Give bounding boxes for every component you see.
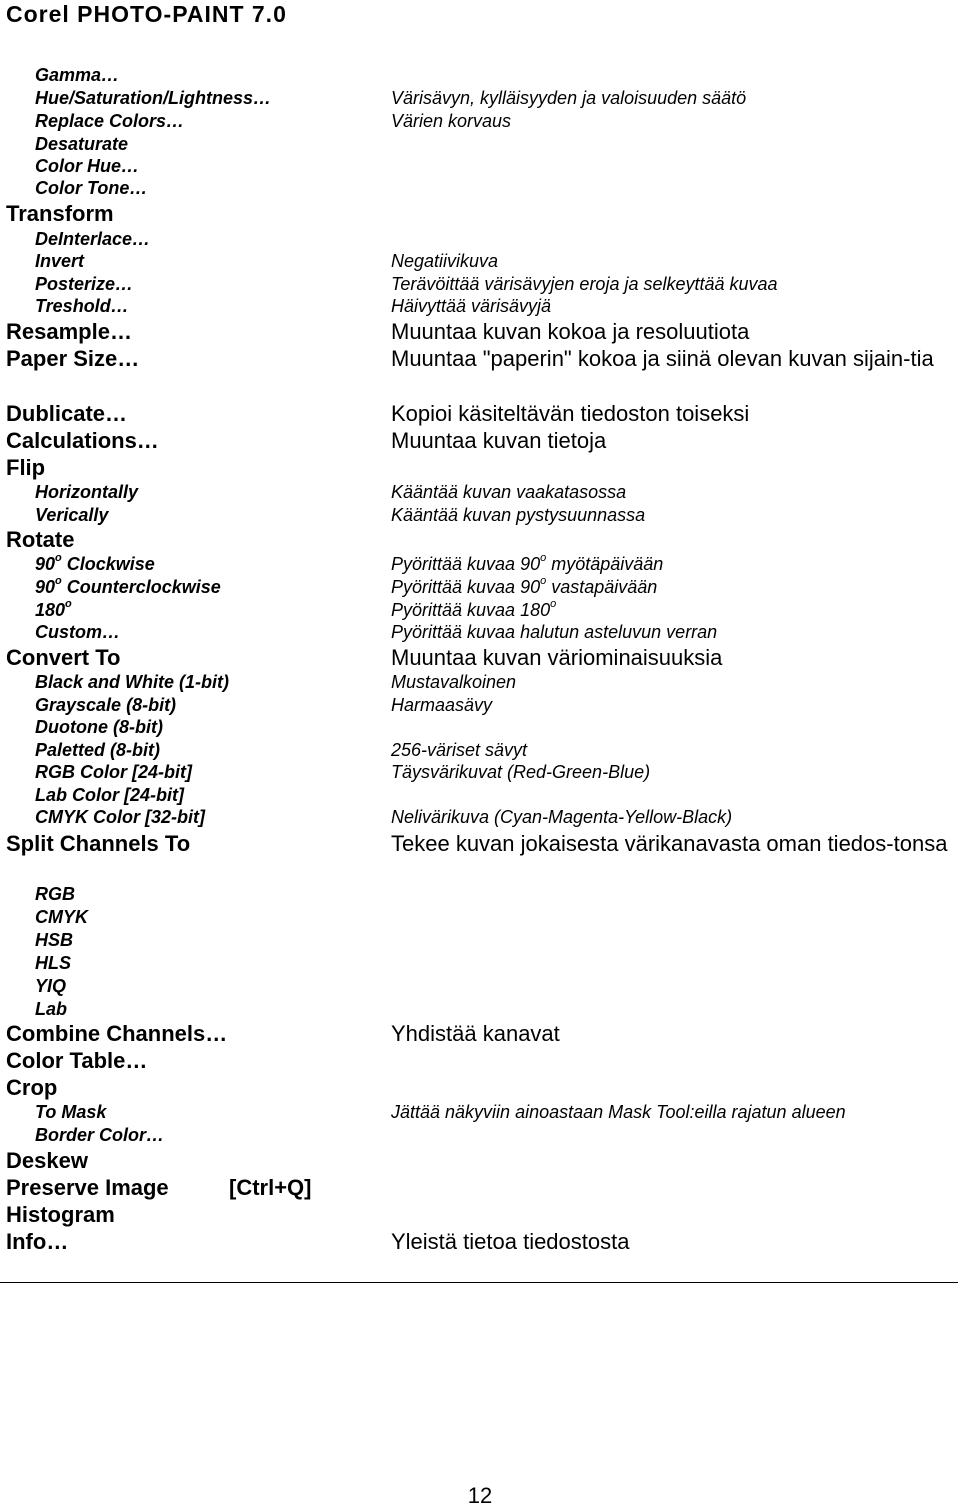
entry-label: Gamma…	[35, 65, 120, 85]
shortcut-label: [Ctrl+Q]	[229, 1175, 312, 1200]
entry-label: HSB	[35, 930, 74, 950]
entry-description: Tekee kuvan jokaisesta värikanavasta oman tiedos-tonsa	[391, 831, 948, 856]
entry-label: Grayscale (8-bit)	[35, 695, 177, 715]
entry-description: Nelivärikuva (Cyan-Magenta-Yellow-Black)	[391, 807, 733, 827]
entry-label: To Mask	[35, 1102, 107, 1122]
entry-label: Color Table…	[6, 1048, 148, 1073]
entry-label: Combine Channels…	[6, 1021, 228, 1046]
entry-label: Calculations…	[6, 428, 159, 453]
entry-label: 180$^o$	[35, 598, 72, 620]
entry-description: Värisävyn, kylläisyyden ja valoisuuden säätö	[391, 88, 747, 108]
entry-description: Muuntaa kuvan kokoa ja resoluutiota	[391, 319, 750, 344]
entry-description: Negatiivikuva	[391, 251, 499, 271]
entry-label: Split Channels To	[6, 831, 191, 856]
entry-label: Hue/Saturation/Lightness…	[35, 88, 272, 108]
entry-label: Replace Colors…	[35, 111, 185, 131]
entry-label: CMYK	[35, 907, 88, 927]
entry-label: RGB Color [24-bit]	[35, 762, 192, 782]
entry-description: Mustavalkoinen	[391, 672, 517, 692]
entry-label: Lab Color [24-bit]	[35, 785, 184, 805]
entry-description: Kopioi käsiteltävän tiedoston toiseksi	[391, 401, 750, 426]
entry-label: Info…	[6, 1229, 69, 1254]
entry-label: Invert	[35, 251, 85, 271]
entry-description: Pyörittää kuvaa halutun asteluvun verran	[391, 622, 718, 642]
entry-label: Transform	[6, 201, 114, 226]
entry-label: Flip	[6, 455, 46, 480]
entry-description: Jättää näkyviin ainoastaan Mask Tool:eilla rajatun alueen	[391, 1102, 846, 1122]
entry-label: DeInterlace…	[35, 229, 151, 249]
entry-label: YIQ	[35, 976, 67, 996]
footer-divider	[0, 1282, 958, 1283]
entry-description: Terävöittää värisävyjen eroja ja selkeyttää kuvaa	[391, 274, 778, 294]
entry-label: Color Hue…	[35, 156, 140, 176]
entry-label: 90$^o$ Counterclockwise	[35, 575, 221, 597]
entry-description: Yhdistää kanavat	[391, 1021, 560, 1046]
entry-description: Kääntää kuvan vaakatasossa	[391, 482, 627, 502]
entry-description: Kääntää kuvan pystysuunnassa	[391, 505, 646, 525]
entry-label: Histogram	[6, 1202, 115, 1227]
entry-label: Paletted (8-bit)	[35, 740, 161, 760]
entry-description: Muuntaa kuvan tietoja	[391, 428, 607, 453]
entry-label: Posterize…	[35, 274, 134, 294]
entry-label: Treshold…	[35, 296, 129, 316]
entry-description: Värien korvaus	[391, 111, 512, 131]
entry-label: RGB	[35, 884, 75, 904]
entry-label: Preserve Image	[6, 1175, 169, 1200]
entry-label: Duotone (8-bit)	[35, 717, 163, 737]
entry-label: HLS	[35, 953, 71, 973]
entry-label: Resample…	[6, 319, 132, 344]
entry-label: Rotate	[6, 527, 75, 552]
document-header: Corel PHOTO-PAINT 7.0	[6, 1, 287, 27]
entry-label: Black and White (1-bit)	[35, 672, 230, 692]
entry-label: CMYK Color [32-bit]	[35, 807, 205, 827]
entry-label: Lab	[35, 999, 68, 1019]
entry-label: Paper Size…	[6, 346, 140, 371]
entry-description: 256-väriset sävyt	[391, 740, 528, 760]
entry-description: Häivyttää värisävyjä	[391, 296, 552, 316]
entry-label: Border Color…	[35, 1125, 165, 1145]
entry-label: Custom…	[35, 622, 120, 642]
entry-label: Horizontally	[35, 482, 139, 502]
entry-description: Yleistä tietoa tiedostosta	[391, 1229, 630, 1254]
entry-label: Convert To	[6, 645, 121, 670]
entry-description: Pyörittää kuvaa 180$^o$	[391, 598, 557, 620]
entry-description: Muuntaa kuvan väriominaisuuksia	[391, 645, 723, 670]
entry-label: Crop	[6, 1075, 58, 1100]
entry-description: Pyörittää kuvaa 90$^o$ myötäpäivään	[391, 552, 664, 574]
entry-label: Color Tone…	[35, 178, 148, 198]
page-number: 12	[467, 1483, 493, 1508]
entry-label: Dublicate…	[6, 401, 128, 426]
entry-description: Täysvärikuvat (Red-Green-Blue)	[391, 762, 651, 782]
entry-label: Deskew	[6, 1148, 88, 1173]
entry-label: Desaturate	[35, 134, 129, 154]
entry-description: Harmaasävy	[391, 695, 493, 715]
entry-label: Verically	[35, 505, 109, 525]
entry-label: 90$^o$ Clockwise	[35, 552, 155, 574]
entry-description: Pyörittää kuvaa 90$^o$ vastapäivään	[391, 575, 658, 597]
entry-description: Muuntaa "paperin" kokoa ja siinä olevan kuvan sijain-tia	[391, 346, 934, 371]
